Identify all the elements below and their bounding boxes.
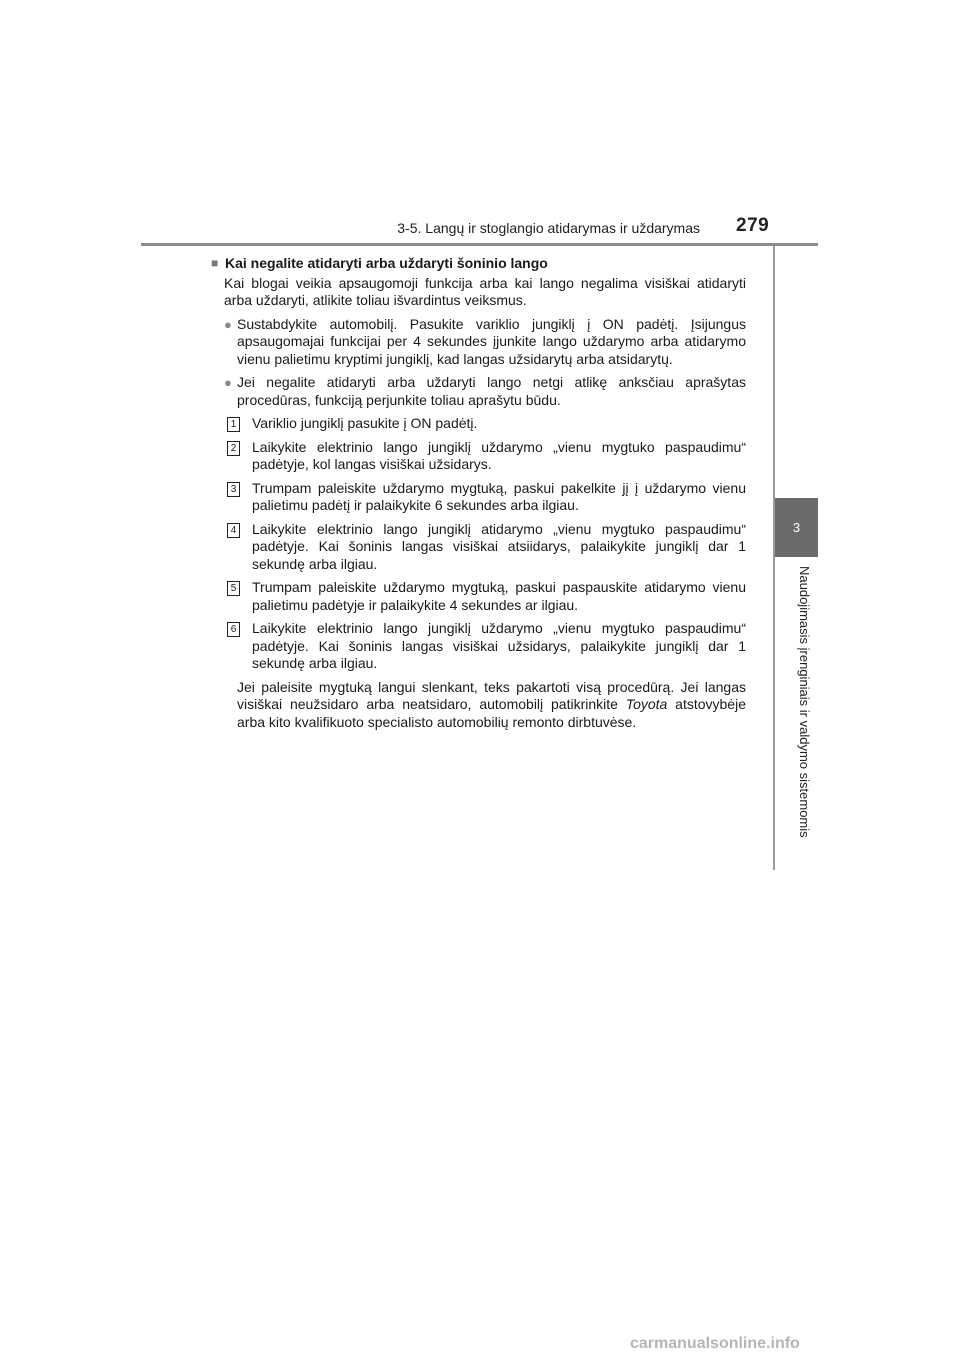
step-text: Laikykite elektrinio lango jungiklį uždarymo „vienu mygtuko paspaudimu“ padėtyje, kol langas visiškai užsidarys. xyxy=(252,438,746,472)
closing-note xyxy=(237,679,746,732)
brand-name: Toyota xyxy=(625,696,668,712)
bullet-item xyxy=(224,316,746,369)
bullet-item xyxy=(224,374,746,409)
circle-bullet-icon: ● xyxy=(224,316,232,332)
step-item xyxy=(227,620,746,673)
step-item xyxy=(227,521,746,574)
step-item xyxy=(227,579,746,614)
section-title-text: Kai negalite atidaryti arba uždaryti šoninio lango xyxy=(225,255,548,271)
step-item xyxy=(227,415,746,433)
step-number-box: 3 xyxy=(227,482,240,497)
step-item xyxy=(227,480,746,515)
closing-text-start: Jei paleisite mygtuką langui slenkant, teks pakartoti visą procedūrą. Jei langas visiškai neužsidaro arba neatsidaro, automobilį patikrinkite xyxy=(237,678,746,712)
step-text: Laikykite elektrinio lango jungiklį atidarymo „vienu mygtuko paspaudimu“ padėtyje. Kai šoninis langas visiškai atsiidarys, palaikykite jungiklį dar 1 sekundę arba ilgiau. xyxy=(252,520,746,572)
square-bullet-icon: ■ xyxy=(211,256,219,270)
closing-text-end: atstovybėje arba kito kvalifikuoto specialisto automobilių remonto dirbtuvėse. xyxy=(237,696,746,730)
chapter-number: 3 xyxy=(792,520,801,535)
step-text: Trumpam paleiskite uždarymo mygtuką, paskui paspauskite atidarymo vienu palietimu padėtyje ir palaikykite 4 sekundes ar ilgiau. xyxy=(252,579,746,613)
step-item xyxy=(227,439,746,474)
section-title xyxy=(211,255,746,273)
chapter-tab xyxy=(775,498,818,557)
section-intro: Kai blogai veikia apsaugomoji funkcija arba kai lango negalima visiškai atidaryti arba uždaryti, atlikite toliau išvardintus veiksmus. xyxy=(224,274,746,308)
step-text: Variklio jungiklį pasukite į ON padėtį. xyxy=(252,415,478,431)
step-number-box: 4 xyxy=(227,523,240,538)
main-content xyxy=(211,255,746,731)
side-divider xyxy=(773,246,775,870)
bullet-text: Sustabdykite automobilį. Pasukite variklio jungiklį į ON padėtį. Įsijungus apsaugomajai funkcijai per 4 sekundes įjunkite lango uždarymo arba atidarymo vienu palietimu kryptimi jungiklį, kad langas užsidarytų arba atsidarytų. xyxy=(237,315,746,367)
header-divider xyxy=(141,243,818,246)
running-header-title: 3-5. Langų ir stoglangio atidarymas ir uždarymas xyxy=(397,220,700,236)
step-number-box: 6 xyxy=(227,622,240,637)
circle-bullet-icon: ● xyxy=(224,375,232,390)
page-number: 279 xyxy=(736,215,770,236)
step-number-box: 1 xyxy=(227,417,240,432)
step-text: Laikykite elektrinio lango jungiklį uždarymo „vienu mygtuko paspaudimu“ padėtyje. Kai šoninis langas visiškai užsidarys, palaikykite jungiklį dar 1 sekundę arba ilgiau. xyxy=(252,620,746,671)
step-text: Trumpam paleiskite uždarymo mygtuką, paskui pakelkite jį į uždarymo vienu palietimu padėtį ir palaikykite 6 sekundes arba ilgiau. xyxy=(252,479,746,513)
step-number-box: 5 xyxy=(227,581,240,596)
watermark[interactable]: carmanualsonline.info xyxy=(630,1335,800,1352)
bullet-text: Jei negalite atidaryti arba uždaryti lango netgi atlikę anksčiau aprašytas procedūras, funkciją perjunkite toliau aprašytu būdu. xyxy=(237,374,746,408)
step-number-box: 2 xyxy=(227,441,240,456)
chapter-label: Naudojimasis įrenginiais ir valdymo sistemomis xyxy=(797,566,812,838)
